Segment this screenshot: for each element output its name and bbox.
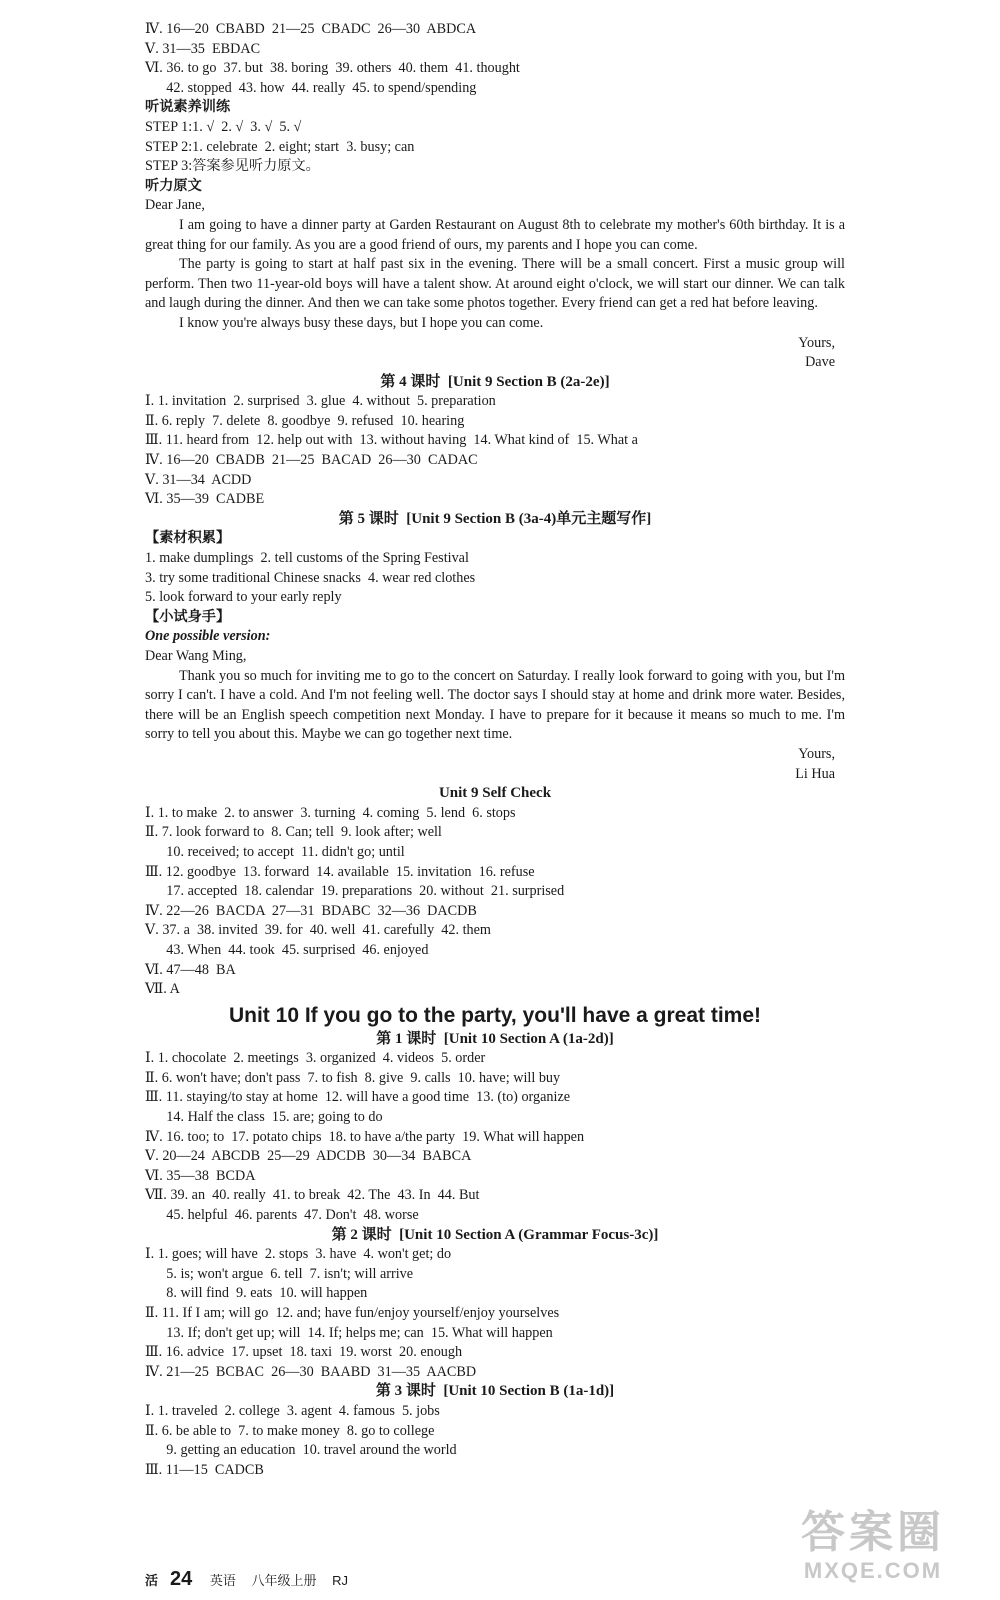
answer-line: Ⅵ. 35—38 BCDA [145, 1167, 256, 1184]
answer-line: Ⅵ. 36. to go 37. but 38. boring 39. others 40. them 41. thought [145, 60, 520, 77]
try-heading: 【小试身手】 [145, 608, 231, 625]
answer-line: Ⅶ. 39. an 40. really 41. to break 42. The 43. In 44. But [145, 1187, 480, 1204]
answer-line: 17. accepted 18. calendar 19. preparations 20. without 21. surprised [145, 883, 565, 900]
answer-line: 13. If; don't get up; will 14. If; helps me; can 15. What will happen [145, 1324, 553, 1341]
answer-line: 43. When 44. took 45. surprised 46. enjoyed [145, 941, 429, 958]
answer-line: Ⅶ. A [145, 981, 180, 998]
answer-line: Ⅱ. 6. won't have; don't pass 7. to fish 8. give 9. calls 10. have; will buy [145, 1069, 561, 1086]
watermark-url: MXQE.COM [803, 1558, 943, 1583]
answer-line: Ⅲ. 11. heard from 12. help out with 13. without having 14. What kind of 15. What a [145, 432, 638, 449]
answer-line: Ⅳ. 21—25 BCBAC 26—30 BAABD 31—35 AACBD [145, 1363, 477, 1380]
self-check-title: Unit 9 Self Check [438, 785, 552, 802]
answer-line: 10. received; to accept 11. didn't go; until [145, 843, 405, 860]
answer-line: Ⅴ. 37. a 38. invited 39. for 40. well 41. carefully 42. them [145, 922, 491, 939]
footer-edition: RJ [332, 1573, 349, 1588]
footer-subject: 英语 [209, 1573, 236, 1588]
lesson-title: 第 2 课时 [Unit 10 Section A (Grammar Focus-3c)] [331, 1226, 659, 1243]
watermark-text: 答案圈 [801, 1508, 945, 1557]
answer-line: 42. stopped 43. how 44. really 45. to spend/spending [145, 79, 477, 96]
letter-paragraph: I know you're always busy these days, but I hope you can come. [179, 314, 544, 331]
answer-line: Ⅳ. 16. too; to 17. potato chips 18. to have a/the party 19. What will happen [145, 1128, 585, 1145]
version-label: One possible version: [145, 628, 271, 645]
lesson-title: 第 5 课时 [Unit 9 Section B (3a-4)单元主题写作] [338, 510, 652, 527]
answer-line: 9. getting an education 10. travel around the world [145, 1442, 457, 1459]
answer-line: 5. is; won't argue 6. tell 7. isn't; will arrive [145, 1265, 414, 1282]
answer-line: Ⅰ. 1. traveled 2. college 3. agent 4. famous 5. jobs [145, 1402, 440, 1419]
answer-line: Ⅲ. 11. staying/to stay at home 12. will have a good time 13. (to) organize [145, 1089, 571, 1106]
letter-greeting: Dear Jane, [145, 197, 205, 214]
footer-prefix: 活 [145, 1573, 159, 1588]
listening-heading: 听说素养训练 [145, 99, 231, 116]
answer-line: Ⅱ. 7. look forward to 8. Can; tell 9. look after; well [145, 824, 442, 841]
page-content [145, 20, 845, 1480]
answer-line: Ⅴ. 20—24 ABCDB 25—29 ADCDB 30—34 BABCA [145, 1148, 472, 1165]
answer-line: 14. Half the class 15. are; going to do [145, 1109, 383, 1126]
material-line: 3. try some traditional Chinese snacks 4. wear red clothes [145, 569, 476, 586]
material-heading: 【素材积累】 [145, 530, 231, 547]
letter-signature: Dave [805, 354, 835, 371]
material-line: 1. make dumplings 2. tell customs of the Spring Festival [145, 550, 469, 567]
answer-line: Ⅲ. 12. goodbye 13. forward 14. available 15. invitation 16. refuse [145, 863, 535, 880]
page-number: 24 [170, 1568, 193, 1590]
answer-line: Ⅲ. 16. advice 17. upset 18. taxi 19. worst 20. enough [145, 1344, 463, 1361]
answer-line: Ⅵ. 35—39 CADBE [145, 491, 265, 508]
answer-line: 45. helpful 46. parents 47. Don't 48. worse [145, 1207, 419, 1224]
page-footer [145, 1568, 360, 1591]
answer-line: Ⅳ. 16—20 CBADB 21—25 BACAD 26—30 CADAC [145, 452, 478, 469]
letter-closing: Yours, [798, 745, 835, 762]
answer-line: Ⅰ. 1. to make 2. to answer 3. turning 4. coming 5. lend 6. stops [145, 804, 516, 821]
answer-line: Ⅱ. 6. reply 7. delete 8. goodbye 9. refused 10. hearing [145, 412, 465, 429]
step-line: STEP 2:1. celebrate 2. eight; start 3. busy; can [145, 138, 415, 155]
answer-line: Ⅲ. 11—15 CADCB [145, 1461, 264, 1478]
footer-grade: 八年级上册 [251, 1573, 317, 1588]
lesson-title: 第 3 课时 [Unit 10 Section B (1a-1d)] [375, 1383, 615, 1400]
script-heading: 听力原文 [145, 177, 202, 194]
letter-greeting: Dear Wang Ming, [145, 648, 247, 664]
answer-line: Ⅱ. 6. be able to 7. to make money 8. go to college [145, 1422, 435, 1439]
top-answers [145, 20, 845, 98]
letter-signature: Li Hua [795, 765, 835, 782]
step-line: STEP 1:1. √ 2. √ 3. √ 5. √ [145, 118, 302, 135]
letter-paragraph: The party is going to start at half past six in the evening. There will be a small concert. First a music group will perform. Then two 11-year-old boys will have a talent show. At around eight o'clock, we will start our dinner. We can talk and laugh during the dinner. And then we can take some photos together. Every friend can get a red hat before leaving. [145, 256, 845, 312]
answer-line: Ⅴ. 31—35 EBDAC [145, 40, 261, 57]
answer-line: Ⅰ. 1. invitation 2. surprised 3. glue 4. without 5. preparation [145, 393, 496, 410]
unit-title: Unit 10 If you go to the party, you'll have a great time! [228, 1003, 762, 1027]
answer-line: 8. will find 9. eats 10. will happen [145, 1285, 368, 1302]
answer-line: Ⅵ. 47—48 BA [145, 961, 236, 978]
step-line: STEP 3:答案参见听力原文。 [145, 158, 320, 175]
lesson-title: 第 1 课时 [Unit 10 Section A (1a-2d)] [376, 1030, 614, 1047]
letter-paragraph: I am going to have a dinner party at Garden Restaurant on August 8th to celebrate my mother's 60th birthday. It is a great thing for our family. As you are a good friend of ours, my parents and I hope you can come. [145, 216, 845, 253]
answer-line: Ⅴ. 31—34 ACDD [145, 471, 252, 488]
lesson-title: 第 4 课时 [Unit 9 Section B (2a-2e)] [380, 373, 610, 390]
answer-line: Ⅳ. 22—26 BACDA 27—31 BDABC 32—36 DACDB [145, 902, 477, 919]
watermark-logo [758, 1508, 988, 1592]
letter-paragraph: Thank you so much for inviting me to go to the concert on Saturday. I really look forward to going with you, but I'm sorry I can't. I have a cold. And I'm not feeling well. The doctor says I should stay at home and drink more water. Besides, there will be an English speech competition next Monday. I have to prepare for it because it means so much to me. I'm sorry to tell you about this. Maybe we can go together next time. [145, 667, 845, 743]
answer-line: Ⅰ. 1. chocolate 2. meetings 3. organized 4. videos 5. order [145, 1050, 486, 1067]
letter-closing: Yours, [798, 334, 835, 351]
answer-line: Ⅰ. 1. goes; will have 2. stops 3. have 4. won't get; do [145, 1246, 452, 1263]
answer-line: Ⅳ. 16—20 CBABD 21—25 CBADC 26—30 ABDCA [145, 21, 477, 37]
answer-line: Ⅱ. 11. If I am; will go 12. and; have fun/enjoy yourself/enjoy yourselves [145, 1305, 560, 1321]
material-line: 5. look forward to your early reply [145, 589, 342, 606]
